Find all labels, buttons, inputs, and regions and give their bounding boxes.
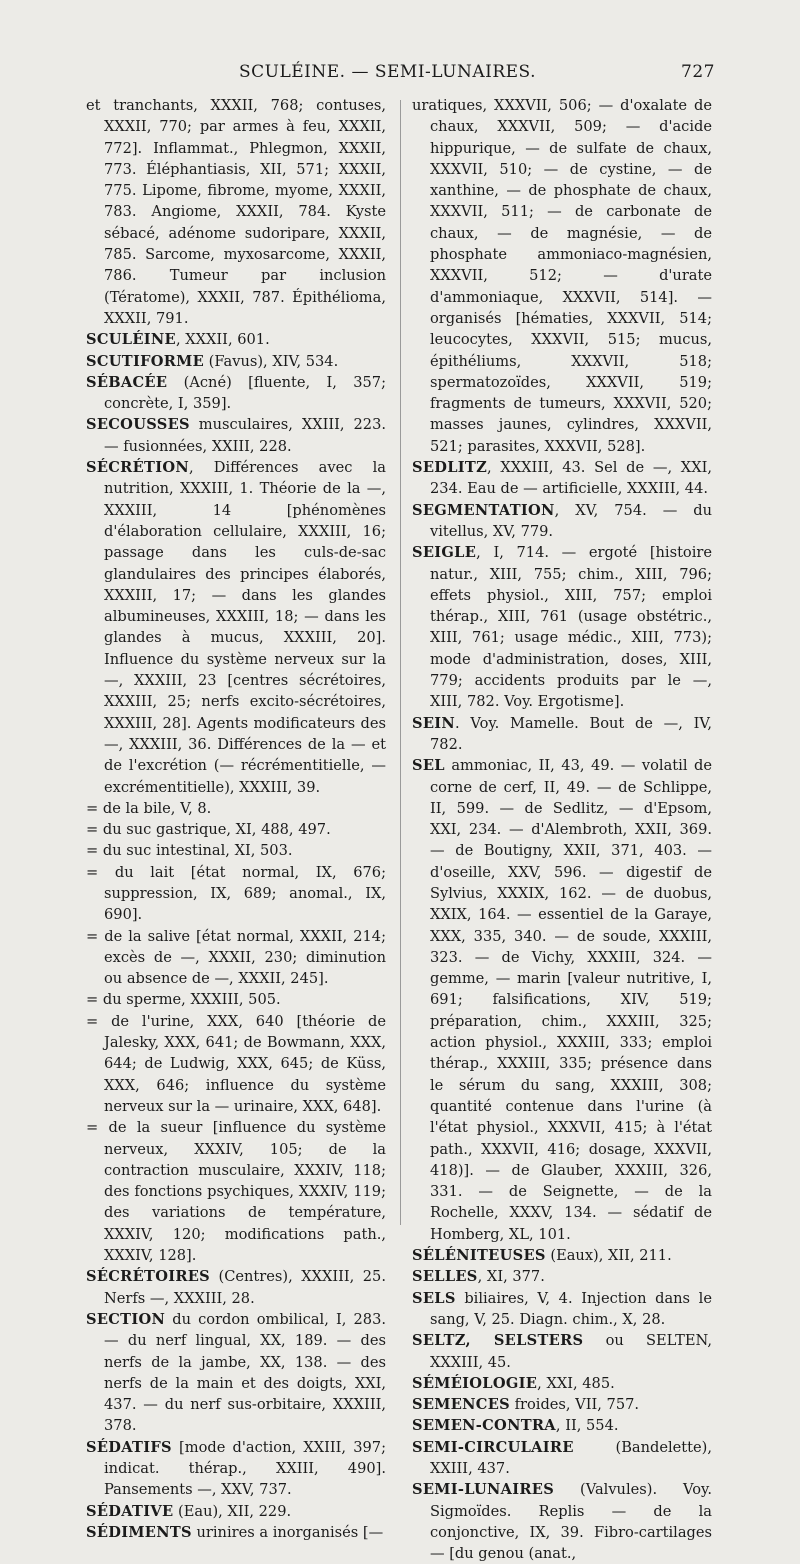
- index-entry: [86, 1117, 386, 1266]
- entry-text: ou SELTEN, XXXIII, 45.: [430, 1332, 713, 1371]
- page-number: 727: [681, 62, 715, 82]
- entry-text: , XV, 754. — du vitellus, XV, 779.: [430, 501, 712, 540]
- index-entry: [412, 713, 712, 756]
- entry-headword: SCUTIFORME: [86, 352, 205, 370]
- entry-headword: SEMI-CIRCULAIRE: [412, 1438, 574, 1456]
- entry-headword: SEMEN-CONTRA: [412, 1417, 556, 1435]
- index-entry: [86, 351, 386, 372]
- entry-text: , I, 714. — ergoté [histoire natur., XIII, 755; chim., XIII, 796; effets physiol., XIII, 757; emploi thérap., XIII, 761 (usage obstétric., XIII, 761; usage médic., XIII, 773); mode d'administration, doses, XIII, 779; accidents produits par le —, XIII, 782. Voy. Ergotisme].: [430, 544, 712, 711]
- index-entry: [412, 500, 712, 543]
- entry-text: ammoniac, II, 43, 49. — volatil de corne de cerf, II, 49. — de Schlippe, II, 599. — de Sedlitz, — d'Epsom, XXI, 234. — d'Alembroth, XXII, 369. — de Boutigny, XXII, 371, 403. — d'oseille, XXV, 596. — digestif de Sylvius, XXXIX, 162. — de duobus, XXIX, 164. — essentiel de la Garaye, XXX, 335, 340. — de soude, XXXIII, 323. — de Vichy, XXXIII, 324. — gemme, — marin [valeur nutritive, I, 691; falsifications, XIV, 519; préparation, chim., XXXIII, 325; action physiol., XXXIII, 333; emploi thérap., XXXIII, 335; présence dans le sérum du sang, XXXIII, 308; quantité contenue dans l'urine (à l'état physiol., XXXVII, 415; à l'état path., XXXVII, 416; dosage, XXXVII, 418)]. — de Glauber, XXXIII, 326, 331. — de Seignette, — de la Rochelle, XXXV, 134. — sédatif de Homberg, XL, 101.: [430, 757, 712, 1243]
- entry-headword: SÉLÉNITEUSES: [412, 1247, 546, 1265]
- entry-text: = du suc intestinal, XI, 503.: [86, 842, 293, 860]
- index-entry: [412, 95, 712, 457]
- right-column: [412, 95, 712, 1564]
- entry-headword: SECOUSSES: [86, 416, 190, 434]
- index-entry: [412, 1394, 712, 1415]
- index-entry: [86, 1522, 386, 1543]
- index-entry: [412, 1245, 712, 1266]
- entry-headword: SCULÉINE: [86, 331, 176, 349]
- index-entry: [86, 1011, 386, 1117]
- column-divider: [400, 100, 401, 1225]
- index-entry: [86, 862, 386, 926]
- entry-text: et tranchants, XXXII, 768; contuses, XXXII, 770; par armes à feu, XXXII, 772]. Inflammat., Phlegmon, XXXII, 773. Éléphantiasis, XII, 571; XXXII, 775. Lipome, fibrome, myome, XXXII, 783. Angiome, XXXII, 784. Kyste sébacé, adénome sudoripare, XXXII, 785. Sarcome, myxosarcome, XXXII, 786. Tumeur par inclusion (Tératome), XXXII, 787. Épithélioma, XXXII, 791.: [86, 97, 386, 327]
- entry-text: = du sperme, XXXIII, 505.: [86, 991, 281, 1009]
- running-header: [60, 62, 715, 86]
- index-entry: [412, 1373, 712, 1394]
- entry-text: , II, 554.: [555, 1417, 619, 1435]
- entry-text: musculaires, XXIII, 223. — fusionnées, XXIII, 228.: [104, 416, 386, 455]
- entry-text: (Valvules). Voy. Sigmoïdes. Replis — de la conjonctive, IX, 39. Fibro-cartilages — [du genou (anat.,: [430, 1481, 712, 1563]
- entry-text: froides, VII, 757.: [509, 1396, 640, 1414]
- index-entry: [86, 1437, 386, 1501]
- entry-headword: SELLES: [412, 1268, 478, 1286]
- entry-text: , XI, 377.: [477, 1268, 545, 1286]
- entry-headword: SÉBACÉE: [86, 373, 168, 391]
- entry-text: (Favus), XIV, 534.: [204, 352, 339, 370]
- entry-text: = du suc gastrique, XI, 488, 497.: [86, 821, 331, 839]
- entry-text: (Centres), XXXIII, 25. Nerfs —, XXXIII, 28.: [104, 1268, 386, 1307]
- entry-text: = du lait [état normal, IX, 676; suppression, IX, 689; anomal., IX, 690].: [86, 863, 386, 924]
- header-title: SCULÉINE. — SEMI-LUNAIRES.: [238, 62, 537, 82]
- index-entry: [86, 819, 386, 840]
- entry-text: , XXI, 485.: [537, 1374, 615, 1392]
- entry-headword: SÉDATIVE: [86, 1502, 174, 1520]
- entry-text: , XXXII, 601.: [175, 331, 270, 349]
- index-entry: [86, 1501, 386, 1522]
- entry-text: = de la sueur [influence du système nerveux, XXXIV, 105; de la contraction musculaire, XXXIV, 118; des fonctions psychiques, XXXIV, 119; des variations de température, XXXIV, 120; modifications path., XXXIV, 128].: [86, 1119, 386, 1265]
- entry-headword: SEL: [412, 757, 445, 775]
- index-entry: [86, 989, 386, 1010]
- index-entry: [86, 840, 386, 861]
- entry-headword: SEGMENTATION: [412, 501, 555, 519]
- entry-text: (Eaux), XII, 211.: [545, 1247, 672, 1265]
- index-entry: [412, 1415, 712, 1436]
- index-entry: [412, 542, 712, 712]
- index-entry: [86, 1309, 386, 1437]
- entry-headword: SEIGLE: [412, 544, 477, 562]
- entry-headword: SEMI-LUNAIRES: [412, 1481, 555, 1499]
- entry-text: (Eau), XII, 229.: [173, 1502, 292, 1520]
- index-entry: [86, 329, 386, 350]
- entry-text: uratiques, XXXVII, 506; — d'oxalate de chaux, XXXVII, 509; — d'acide hippurique, — de sulfate de chaux, XXXVII, 510; — de cystine, — de xanthine, — de phosphate de chaux, XXXVII, 511; — de carbonate de chaux, — de magnésie, — de phosphate ammoniaco-magnésien, XXXVII, 512; — d'urate d'ammoniaque, XXXVII, 514]. — organisés [hématies, XXXVII, 514; leucocytes, XXXVII, 515; mucus, épithéliums, XXXVII, 518; spermatozoïdes, XXXVII, 519; fragments de tumeurs, XXXVII, 520; masses jaunes, cylindres, XXXVII, 521; parasites, XXXVII, 528].: [412, 97, 712, 455]
- entry-text: = de l'urine, XXX, 640 [théorie de Jalesky, XXX, 641; de Bowmann, XXX, 644; de Ludwig, XXX, 645; de Küss, XXX, 646; influence du système nerveux sur la — urinaire, XXX, 648].: [86, 1012, 386, 1115]
- entry-text: , Différences avec la nutrition, XXXIII, 1. Théorie de la —, XXXIII, 14 [phénomènes d'élaboration cellulaire, XXXIII, 16; passage dans les culs-de-sac glandulaires des principes élaborés, XXXIII, 17; — dans les glandes albumineuses, XXXIII, 18; — dans les glandes à mucus, XXXIII, 20]. Influence du système nerveux sur la —, XXXIII, 23 [centres sécrétoires, XXXIII, 25; nerfs excito-sécrétoires, XXXIII, 28]. Agents modificateurs des —, XXXIII, 36. Différences de la — et de l'excrétion (— récrémentitielle, — excrémentitielle), XXXIII, 39.: [104, 459, 386, 796]
- entry-headword: SÉDATIFS: [86, 1438, 172, 1456]
- index-entry: [86, 95, 386, 329]
- index-entry: [412, 1479, 712, 1564]
- entry-headword: SELTZ, SELSTERS: [412, 1332, 584, 1350]
- entry-headword: SÉCRÉTOIRES: [86, 1268, 211, 1286]
- index-entry: [412, 1288, 712, 1331]
- entry-text: (Bandelette), XXIII, 437.: [430, 1438, 712, 1477]
- index-entry: [86, 414, 386, 457]
- index-entry: [412, 1437, 712, 1480]
- entry-headword: SÉDIMENTS: [86, 1523, 192, 1541]
- index-entry: [412, 457, 712, 500]
- entry-text: du cordon ombilical, I, 283. — du nerf lingual, XX, 189. — des nerfs de la jambe, XX, 138. — des nerfs de la main et des doigts, XXI, 437. — du nerf sus-orbitaire, XXXIII, 378.: [104, 1310, 386, 1435]
- entry-headword: SÉCRÉTION: [86, 459, 189, 477]
- index-entry: [412, 1330, 712, 1373]
- entry-text: [mode d'action, XXIII, 397; indicat. thérap., XXIII, 490]. Pansements —, XXV, 737.: [104, 1438, 386, 1499]
- entry-headword: SEIN: [412, 714, 456, 732]
- entry-headword: SECTION: [86, 1310, 166, 1328]
- entry-text: . Voy. Mamelle. Bout de —, IV, 782.: [430, 714, 712, 753]
- entry-text: (Acné) [fluente, I, 357; concrète, I, 359].: [104, 373, 386, 413]
- entry-headword: SELS: [412, 1289, 456, 1307]
- index-entry: [86, 457, 386, 798]
- left-column: [86, 95, 386, 1543]
- entry-headword: SEDLITZ: [412, 459, 488, 477]
- entry-text: , XXXIII, 43. Sel de —, XXI, 234. Eau de — artificielle, XXXIII, 44.: [430, 459, 712, 498]
- entry-text: urinires a inorganisés [—: [191, 1523, 384, 1541]
- entry-headword: SÉMÉIOLOGIE: [412, 1374, 538, 1392]
- entry-text: = de la salive [état normal, XXXII, 214; excès de —, XXXII, 230; diminution ou absence de —, XXXII, 245].: [86, 927, 386, 988]
- index-entry: [412, 755, 712, 1245]
- index-entry: [412, 1266, 712, 1287]
- entry-headword: SEMENCES: [412, 1396, 510, 1414]
- index-entry: [86, 372, 386, 415]
- index-entry: [86, 926, 386, 990]
- entry-text: = de la bile, V, 8.: [86, 799, 212, 817]
- entry-text: biliaires, V, 4. Injection dans le sang, V, 25. Diagn. chim., X, 28.: [430, 1289, 712, 1328]
- index-entry: [86, 1266, 386, 1309]
- index-entry: [86, 798, 386, 819]
